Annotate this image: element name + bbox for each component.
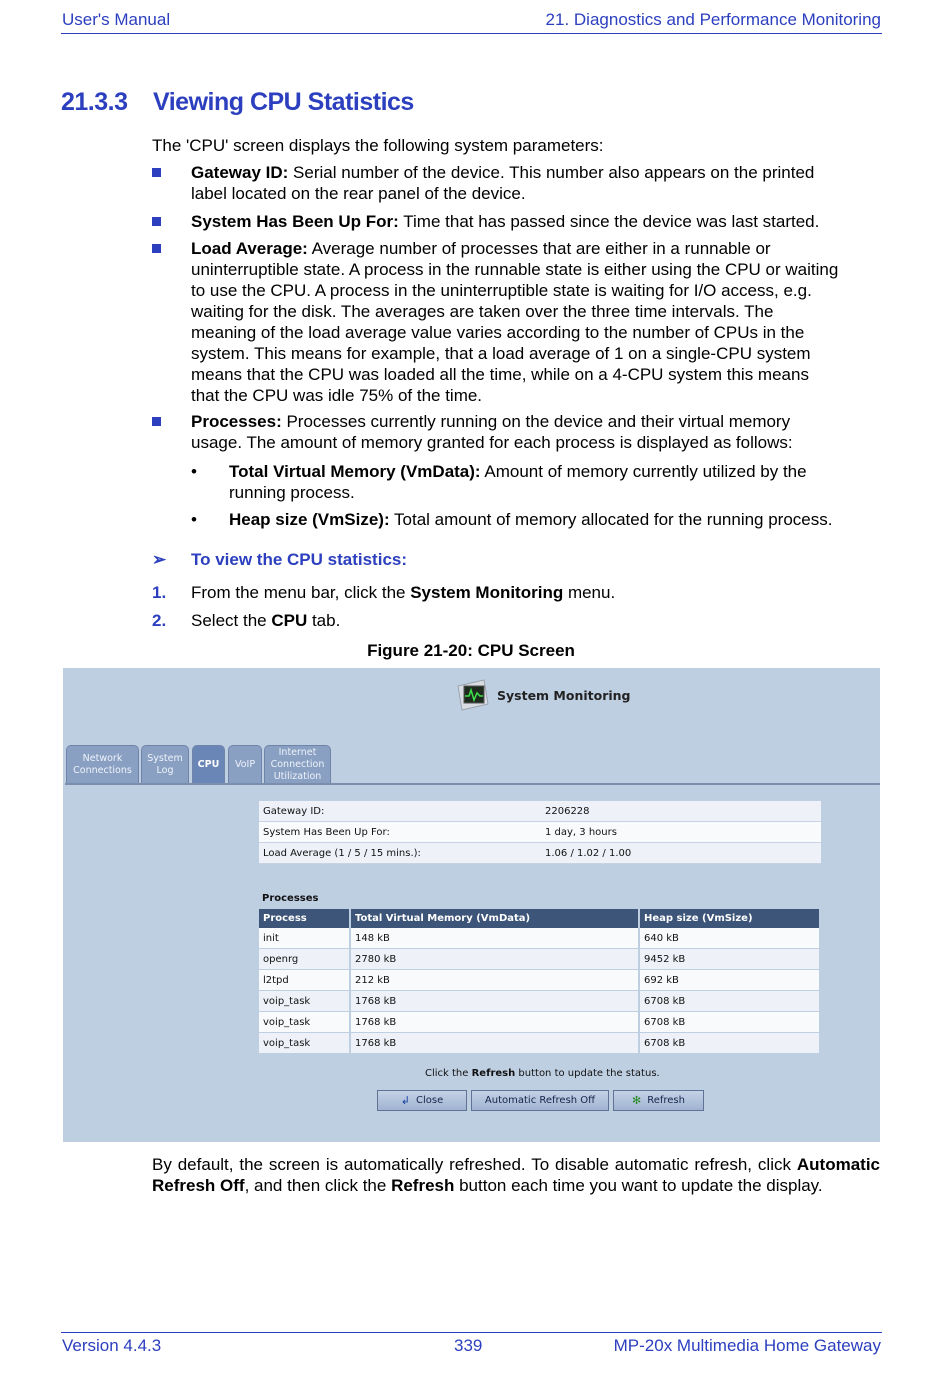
system-monitoring-icon bbox=[456, 678, 490, 712]
bullet-line: usage. The amount of memory granted for each process is displayed as follows: bbox=[191, 433, 793, 452]
square-bullet-icon bbox=[152, 168, 161, 177]
bullet-term: Load Average: bbox=[191, 239, 308, 258]
info-value: 1 day, 3 hours bbox=[541, 822, 821, 843]
procedure-step-2 bbox=[152, 610, 882, 631]
info-value: 1.06 / 1.02 / 1.00 bbox=[541, 843, 821, 864]
cell: 9452 kB bbox=[639, 949, 820, 970]
page-number: 339 bbox=[454, 1336, 483, 1355]
step-text: Select the bbox=[191, 611, 272, 630]
bullet-processes bbox=[152, 411, 882, 453]
footer-right: MP-20x Multimedia Home Gateway bbox=[613, 1336, 881, 1355]
info-value: 2206228 bbox=[541, 801, 821, 822]
refresh-icon: ✻ bbox=[632, 1094, 642, 1107]
bullet-line: label located on the rear panel of the device. bbox=[191, 184, 526, 203]
cell: 692 kB bbox=[639, 970, 820, 991]
table-row bbox=[259, 928, 820, 949]
cpu-screen-figure bbox=[63, 668, 880, 1142]
dot-bullet-icon: • bbox=[191, 462, 197, 481]
cell: 6708 kB bbox=[639, 991, 820, 1012]
cell: voip_task bbox=[259, 1012, 350, 1033]
step-text: tab. bbox=[307, 611, 341, 630]
cell: voip_task bbox=[259, 1033, 350, 1054]
step-text: From the menu bar, click the bbox=[191, 583, 411, 602]
header-right: 21. Diagnostics and Performance Monitoring bbox=[545, 10, 881, 29]
table-header-row bbox=[259, 909, 820, 928]
step-text: menu. bbox=[563, 583, 616, 602]
procedure-heading bbox=[152, 549, 407, 570]
closing-text: , and then click the bbox=[244, 1176, 392, 1195]
cell: 1768 kB bbox=[350, 1033, 639, 1054]
bullet-line: system. This means for example, that a load average of 1 on a single-CPU system bbox=[191, 344, 811, 363]
hint-text: button to update the status. bbox=[515, 1068, 660, 1079]
sub-bullet-vmdata bbox=[191, 461, 881, 503]
tab-bar-line bbox=[65, 783, 880, 785]
bullet-line: Average number of processes that are either in a runnable or bbox=[311, 239, 771, 258]
closing-paragraph bbox=[152, 1154, 880, 1196]
closing-bold: Automatic Refresh Off bbox=[152, 1155, 880, 1195]
sub-bullet-term: Heap size (VmSize): bbox=[229, 510, 390, 529]
refresh-button[interactable] bbox=[613, 1090, 704, 1111]
section-title bbox=[61, 88, 414, 117]
figure-caption: Figure 21-20: CPU Screen bbox=[367, 641, 575, 660]
screen-title: System Monitoring bbox=[497, 688, 631, 703]
cell: 1768 kB bbox=[350, 1012, 639, 1033]
bullet-uptime bbox=[152, 211, 882, 232]
bullet-line: that the CPU was idle 75% of the time. bbox=[191, 386, 483, 405]
section-number: 21.3.3 bbox=[61, 88, 128, 116]
column-header: Process bbox=[259, 909, 350, 928]
bullet-line: uninterruptible state. A process in the runnable state is either using the CPU or waiting bbox=[191, 260, 839, 279]
footer-left: Version 4.4.3 bbox=[62, 1336, 162, 1355]
bullet-load-average bbox=[152, 238, 882, 406]
table-row bbox=[259, 970, 820, 991]
info-label: Load Average (1 / 5 / 15 mins.): bbox=[259, 843, 541, 864]
table-row bbox=[259, 843, 821, 864]
sub-bullet-line: running process. bbox=[229, 483, 355, 502]
hint-bold: Refresh bbox=[471, 1068, 516, 1079]
bullet-term: Processes: bbox=[191, 412, 282, 431]
section-title-text: Viewing CPU Statistics bbox=[153, 88, 414, 116]
closing-text: button each time you want to update the display. bbox=[454, 1176, 823, 1195]
table-row bbox=[259, 991, 820, 1012]
header-left: User's Manual bbox=[62, 10, 171, 29]
column-header: Total Virtual Memory (VmData) bbox=[350, 909, 639, 928]
sub-bullet-line: Amount of memory currently utilized by the bbox=[484, 462, 807, 481]
cell: 212 kB bbox=[350, 970, 639, 991]
table-row bbox=[259, 949, 820, 970]
tab-voip[interactable]: VoIP bbox=[228, 745, 262, 783]
refresh-button-label: Refresh bbox=[647, 1095, 685, 1106]
cell: 6708 kB bbox=[639, 1033, 820, 1054]
tab-system-log[interactable]: System Log bbox=[141, 745, 189, 783]
return-arrow-icon: ↲ bbox=[400, 1094, 410, 1107]
info-label: Gateway ID: bbox=[259, 801, 541, 822]
bullet-line: means that the CPU was loaded all the time, while on a 4-CPU system this means bbox=[191, 365, 809, 384]
header-rule bbox=[61, 33, 882, 34]
footer-rule bbox=[61, 1332, 882, 1333]
square-bullet-icon bbox=[152, 217, 161, 226]
bullet-line: meaning of the load average value varies according to the number of CPUs in the bbox=[191, 323, 805, 342]
bullet-line: Processes currently running on the device and their virtual memory bbox=[286, 412, 791, 431]
close-button-label: Close bbox=[415, 1095, 444, 1106]
cell: 148 kB bbox=[350, 928, 639, 949]
sub-bullet-line: Total amount of memory allocated for the running process. bbox=[394, 510, 833, 529]
cell: openrg bbox=[259, 949, 350, 970]
step-number: 1. bbox=[152, 583, 167, 602]
cell: voip_task bbox=[259, 991, 350, 1012]
tab-cpu[interactable]: CPU bbox=[192, 745, 225, 783]
step-bold: System Monitoring bbox=[410, 583, 564, 602]
cell: init bbox=[259, 928, 350, 949]
bullet-line: Serial number of the device. This number also appears on the printed bbox=[293, 163, 815, 182]
hint-text: Click the bbox=[425, 1068, 472, 1079]
table-row bbox=[259, 822, 821, 843]
arrow-icon: ➢ bbox=[152, 550, 167, 569]
procedure-step-1 bbox=[152, 582, 882, 603]
automatic-refresh-off-button[interactable]: Automatic Refresh Off bbox=[471, 1090, 609, 1111]
table-row bbox=[259, 1033, 820, 1054]
bullet-line: to use the CPU. A process in the uninterruptible state is waiting for I/O access, e.g. bbox=[191, 281, 812, 300]
cell: 1768 kB bbox=[350, 991, 639, 1012]
cell: 6708 kB bbox=[639, 1012, 820, 1033]
tab-internet-connection-utilization[interactable]: Internet Connection Utilization bbox=[264, 745, 331, 783]
info-label: System Has Been Up For: bbox=[259, 822, 541, 843]
processes-table bbox=[259, 909, 821, 1054]
close-button[interactable] bbox=[377, 1090, 467, 1111]
bullet-term: Gateway ID: bbox=[191, 163, 289, 182]
closing-text: By default, the screen is automatically refreshed. To disable automatic refresh, click bbox=[152, 1155, 797, 1174]
square-bullet-icon bbox=[152, 244, 161, 253]
system-info-table bbox=[259, 801, 821, 864]
tab-network-connections[interactable]: Network Connections bbox=[66, 745, 139, 783]
bullet-term: System Has Been Up For: bbox=[191, 212, 399, 231]
intro-text: The 'CPU' screen displays the following system parameters: bbox=[152, 136, 604, 155]
bullet-line: waiting for the disk. The averages are taken over the three time intervals. The bbox=[191, 302, 774, 321]
sub-bullet-term: Total Virtual Memory (VmData): bbox=[229, 462, 481, 481]
cell: l2tpd bbox=[259, 970, 350, 991]
step-bold: CPU bbox=[271, 611, 308, 630]
square-bullet-icon bbox=[152, 417, 161, 426]
table-row bbox=[259, 801, 821, 822]
closing-bold: Refresh bbox=[391, 1176, 455, 1195]
table-row bbox=[259, 1012, 820, 1033]
cell: 640 kB bbox=[639, 928, 820, 949]
bullet-line: Time that has passed since the device was last started. bbox=[403, 212, 820, 231]
processes-heading: Processes bbox=[262, 893, 319, 904]
procedure-title: To view the CPU statistics: bbox=[191, 550, 408, 569]
cell: 2780 kB bbox=[350, 949, 639, 970]
sub-bullet-vmsize bbox=[191, 509, 881, 530]
dot-bullet-icon: • bbox=[191, 510, 197, 529]
column-header: Heap size (VmSize) bbox=[639, 909, 820, 928]
step-number: 2. bbox=[152, 611, 167, 630]
refresh-hint bbox=[425, 1068, 660, 1079]
bullet-gateway-id bbox=[152, 162, 882, 204]
